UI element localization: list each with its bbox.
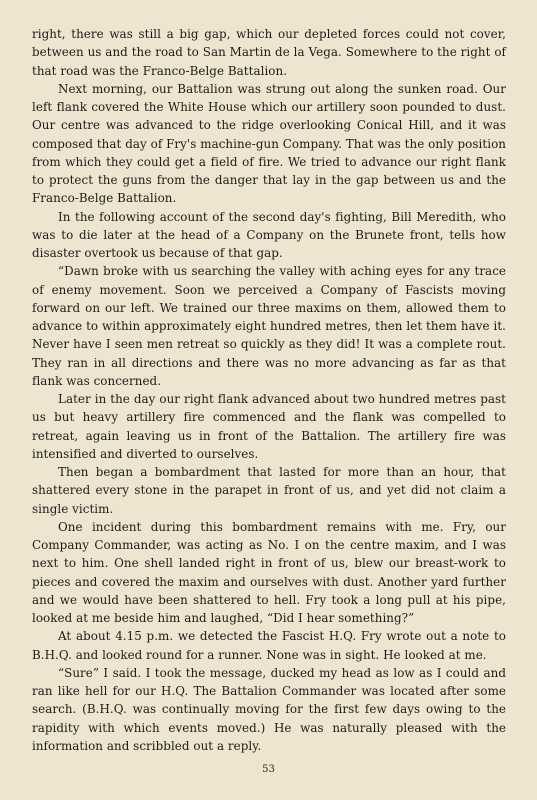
paragraph-4: “Dawn broke with us searching the valley with aching eyes for any trace of enemy movement. Soon we perceived a Company of Fascists moving forward on our left. We trained our three maxims on them, allowed them to advance to within approximately eight hundred metres, then let them have it. Never have I seen men retreat so quickly as they did! It was a complete rout. They ran in all directions and there was no more advancing as far as that flank was concerned. xyxy=(32,264,506,388)
body-text xyxy=(32,25,506,755)
paragraph-7: One incident during this bombardment remains with me. Fry, our Company Commander, was acting as No. I on the centre maxim, and I was next to him. One shell landed right in front of us, blew our breast-work to pieces and covered the maxim and ourselves with dust. Another yard further and we would have been shattered to hell. Fry took a long pull at his pipe, looked at me beside him and laughed, “Did I hear something?” xyxy=(32,519,506,625)
page-number: 53 xyxy=(262,764,275,775)
paragraph-8: At about 4.15 p.m. we detected the Fascist H.Q. Fry wrote out a note to B.H.Q. and looked round for a runner. None was in sight. He looked at me. xyxy=(32,629,506,662)
paragraph-5: Later in the day our right flank advanced about two hundred metres past us but heavy artillery fire commenced and the flank was compelled to retreat, again leaving us in front of the Battalion. The artillery fire was intensified and diverted to ourselves. xyxy=(32,392,506,461)
paragraph-1: right, there was still a big gap, which our depleted forces could not cover, between us and the road to San Martin de la Vega. Somewhere to the right of that road was the Franco-Belge Battalion. xyxy=(32,27,506,78)
paragraph-2: Next morning, our Battalion was strung out along the sunken road. Our left flank covered the White House which our artillery soon pounded to dust. Our centre was advanced to the ridge overlooking Conical Hill, and it was composed that day of Fry's machine-gun Company. That was the only position from which they could get a field of fire. We tried to advance our right flank to protect the guns from the danger that lay in the gap between us and the Franco-Belge Battalion. xyxy=(32,81,506,206)
paragraph-3: In the following account of the second day's fighting, Bill Meredith, who was to die later at the head of a Company on the Brunete front, tells how disaster overtook us because of that gap. xyxy=(32,209,506,260)
paragraph-9: “Sure” I said. I took the message, ducked my head as low as I could and ran like hell for our H.Q. The Battalion Commander was located after some search. (B.H.Q. was continually moving for the first few days owing to the rapidity with which events moved.) He was naturally pleased with the information and scribbled out a reply. xyxy=(32,665,506,753)
paragraph-6: Then began a bombardment that lasted for more than an hour, that shattered every stone in the parapet in front of us, and yet did not claim a single victim. xyxy=(32,465,506,516)
